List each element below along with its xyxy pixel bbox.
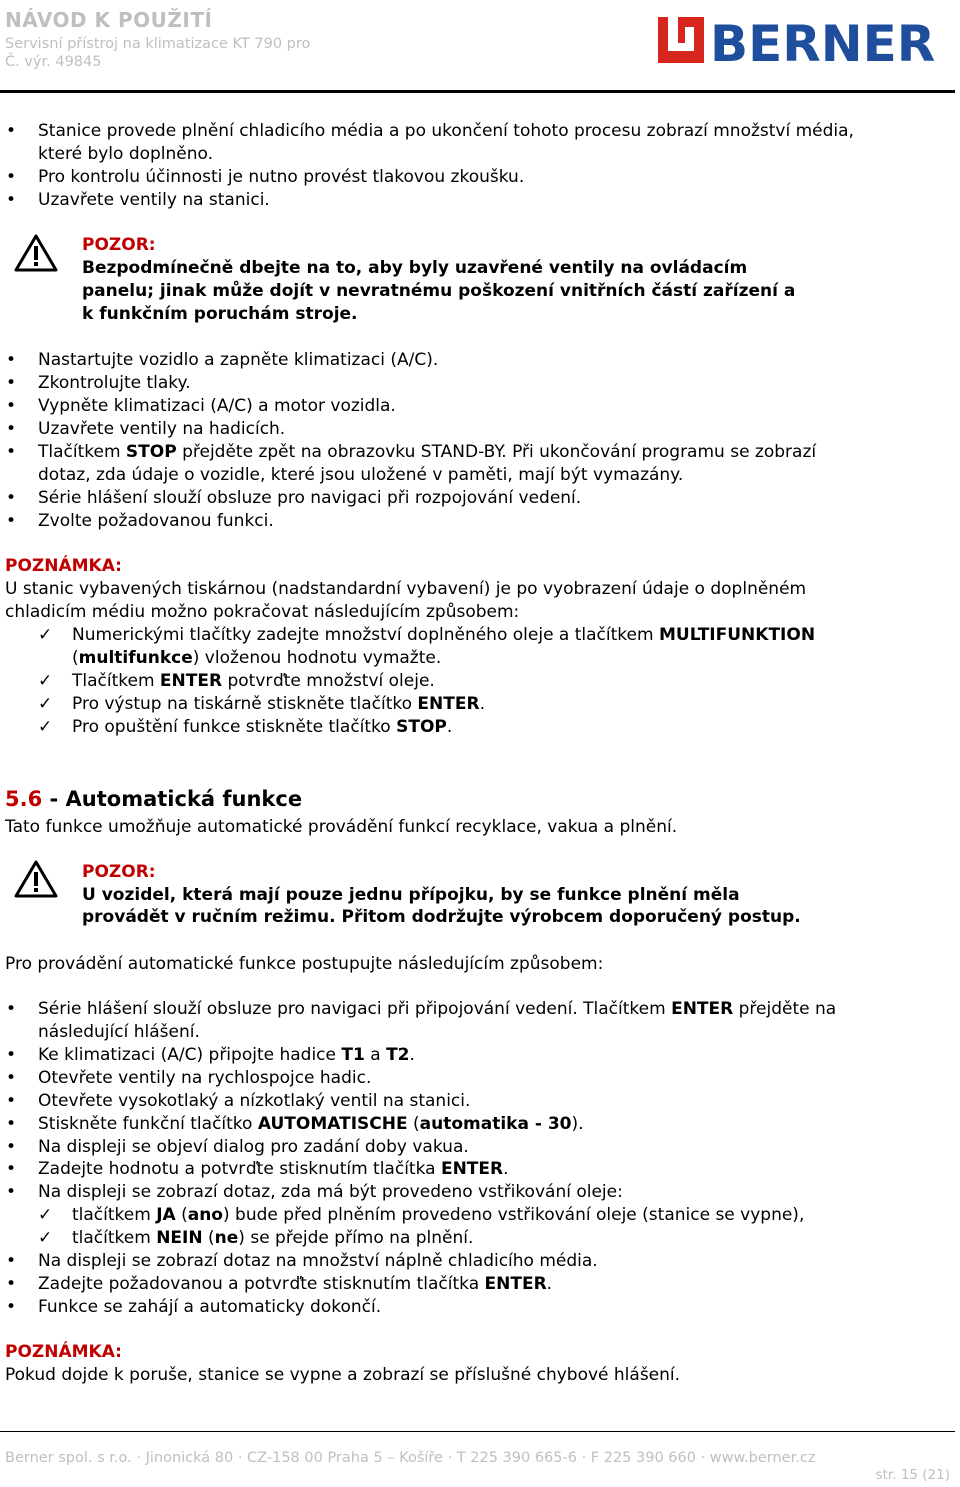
check-item: tlačítkem JA (ano) bude před plněním provedeno vstřikování oleje (stanice se vypne),	[72, 1205, 805, 1225]
bullet-icon: •	[6, 999, 17, 1019]
list-item: Série hlášení slouží obsluze pro navigaci při rozpojování vedení.	[38, 488, 582, 508]
bullet-icon: •	[6, 419, 17, 439]
list-item: Pro kontrolu účinnosti je nutno provést tlakovou zkoušku.	[38, 167, 525, 187]
check-item: tlačítkem NEIN (ne) se přejde přímo na plnění.	[72, 1228, 474, 1248]
logo-text: BERNER	[710, 15, 936, 66]
list-item: Zvolte požadovanou funkci.	[38, 511, 274, 531]
bullet-icon: •	[6, 1068, 17, 1088]
document-subtitle: Servisní přístroj na klimatizace KT 790 pro	[5, 36, 311, 52]
bullet-icon: •	[6, 1182, 17, 1202]
check-item: Tlačítkem ENTER potvrďte množství oleje.	[72, 671, 435, 691]
document-title: NÁVOD K POUŽITÍ	[5, 8, 213, 32]
checkmark-icon: ✓	[38, 1228, 53, 1248]
bullet-icon: •	[6, 1114, 17, 1134]
check-item: Pro výstup na tiskárně stiskněte tlačítko ENTER.	[72, 694, 485, 714]
list-item: Zadejte hodnotu a potvrďte stisknutím tlačítka ENTER.	[38, 1159, 509, 1179]
bullet-icon: •	[6, 488, 17, 508]
list-item: Uzavřete ventily na stanici.	[38, 190, 270, 210]
article-number: Č. výr. 49845	[5, 54, 102, 70]
list-item: Zkontrolujte tlaky.	[38, 373, 191, 393]
checkmark-icon: ✓	[38, 1205, 53, 1225]
checkmark-icon: ✓	[38, 625, 53, 645]
checkmark-icon: ✓	[38, 717, 53, 737]
list-item: Na displeji se objeví dialog pro zadání doby vakua.	[38, 1137, 469, 1157]
list-item: Funkce se zahájí a automaticky dokončí.	[38, 1297, 382, 1317]
list-item-cont: dotaz, zda údaje o vozidle, které jsou uložené v paměti, mají být vymazány.	[38, 465, 684, 485]
list-item: Vypněte klimatizaci (A/C) a motor vozidla.	[38, 396, 396, 416]
bullet-icon: •	[6, 167, 17, 187]
procedure-intro: Pro provádění automatické funkce postupujte následujícím způsobem:	[5, 954, 604, 974]
bullet-icon: •	[6, 1045, 17, 1065]
list-item-cont: následující hlášení.	[38, 1022, 200, 1042]
list-item: Zadejte požadovanou a potvrďte stisknutím tlačítka ENTER.	[38, 1274, 553, 1294]
list-item: Otevřete vysokotlaký a nízkotlaký ventil na stanici.	[38, 1091, 471, 1111]
warning-label: POZOR:	[82, 862, 156, 882]
check-item-cont: (multifunkce) vloženou hodnotu vymažte.	[72, 648, 442, 668]
bullet-icon: •	[6, 511, 17, 531]
bullet-icon: •	[6, 396, 17, 416]
list-item: Série hlášení slouží obsluze pro navigaci při připojování vedení. Tlačítkem ENTER přejděte na	[38, 999, 837, 1019]
bullet-icon: •	[6, 1137, 17, 1157]
list-item: Ke klimatizaci (A/C) připojte hadice T1 a T2.	[38, 1045, 415, 1065]
note-text: chladicím médiu možno pokračovat následujícím způsobem:	[5, 602, 520, 622]
checkmark-icon: ✓	[38, 671, 53, 691]
list-item: Na displeji se zobrazí dotaz, zda má být provedeno vstřikování oleje:	[38, 1182, 623, 1202]
note-label: POZNÁMKA:	[5, 556, 122, 576]
bullet-icon: •	[6, 350, 17, 370]
note-text: Pokud dojde k poruše, stanice se vypne a zobrazí se příslušné chybové hlášení.	[5, 1365, 681, 1385]
warning-text: k funkčním poruchám stroje.	[82, 304, 358, 324]
bullet-icon: •	[6, 1251, 17, 1271]
warning-text: provádět v ručním režimu. Přitom dodržujte výrobcem doporučený postup.	[82, 907, 801, 927]
footer-company: Berner spol. s r.o. · Jinonická 80 · CZ-158 00 Praha 5 – Košíře · T 225 390 665-6 · F 225 390 660 · www.berner.cz	[5, 1450, 816, 1466]
section-heading: 5.6 - Automatická funkce	[5, 787, 303, 811]
page-number: str. 15 (21)	[875, 1467, 950, 1483]
bullet-icon: •	[6, 373, 17, 393]
warning-triangle-icon	[14, 860, 58, 902]
bullet-icon: •	[6, 121, 17, 141]
checkmark-icon: ✓	[38, 694, 53, 714]
bullet-icon: •	[6, 1159, 17, 1179]
warning-text: panelu; jinak může dojít v nevratnému poškození vnitřních částí zařízení a	[82, 281, 796, 301]
section-intro: Tato funkce umožňuje automatické provádění funkcí recyklace, vakua a plnění.	[5, 817, 678, 837]
bullet-icon: •	[6, 190, 17, 210]
bullet-icon: •	[6, 1091, 17, 1111]
list-item: Na displeji se zobrazí dotaz na množství náplně chladicího média.	[38, 1251, 598, 1271]
list-item-cont: které bylo doplněno.	[38, 144, 214, 164]
list-item: Nastartujte vozidlo a zapněte klimatizaci (A/C).	[38, 350, 439, 370]
bullet-icon: •	[6, 1274, 17, 1294]
warning-triangle-icon	[14, 234, 58, 276]
list-item: Stiskněte funkční tlačítko AUTOMATISCHE (automatika - 30).	[38, 1114, 584, 1134]
bullet-icon: •	[6, 442, 17, 462]
header-rule	[0, 90, 955, 93]
list-item: Otevřete ventily na rychlospojce hadic.	[38, 1068, 372, 1088]
bullet-icon: •	[6, 1297, 17, 1317]
berner-logo	[658, 14, 954, 70]
note-label: POZNÁMKA:	[5, 1342, 122, 1362]
warning-label: POZOR:	[82, 235, 156, 255]
list-item: Uzavřete ventily na hadicích.	[38, 419, 286, 439]
note-text: U stanic vybavených tiskárnou (nadstandardní vybavení) je po vyobrazení údaje o doplněném	[5, 579, 807, 599]
footer-rule	[0, 1431, 955, 1432]
warning-text: Bezpodmínečně dbejte na to, aby byly uzavřené ventily na ovládacím	[82, 258, 748, 278]
check-item: Numerickými tlačítky zadejte množství doplněného oleje a tlačítkem MULTIFUNKTION	[72, 625, 816, 645]
list-item: Stanice provede plnění chladicího média a po ukončení tohoto procesu zobrazí množství média,	[38, 121, 854, 141]
list-item: Tlačítkem STOP přejděte zpět na obrazovku STAND-BY. Při ukončování programu se zobrazí	[38, 442, 817, 462]
check-item: Pro opuštění funkce stiskněte tlačítko STOP.	[72, 717, 453, 737]
warning-text: U vozidel, která mají pouze jednu přípojku, by se funkce plnění měla	[82, 885, 740, 905]
